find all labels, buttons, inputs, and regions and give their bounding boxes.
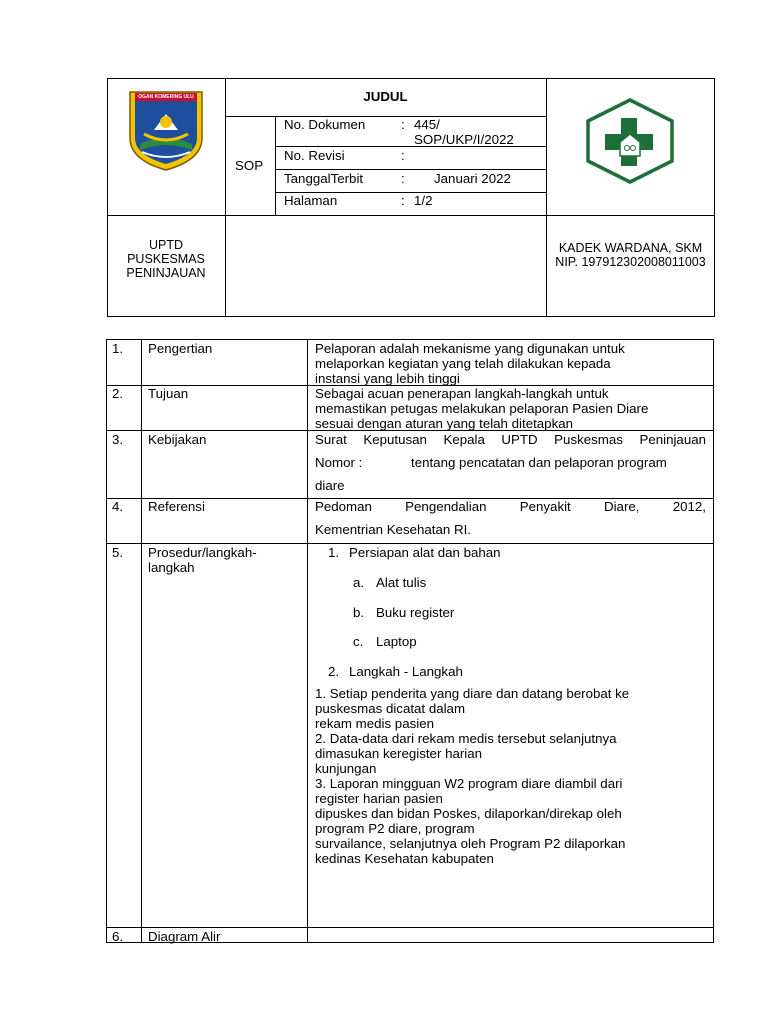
row-number: 5. [112, 545, 124, 560]
row-number: 6. [112, 929, 124, 944]
revision-label: No. Revisi [284, 148, 345, 163]
unit-name-line: PENINJAUAN [126, 266, 206, 280]
page-label: Halaman [284, 193, 338, 208]
row-label-prosedur: Prosedur/langkah- langkah [148, 545, 257, 575]
subitem-text: Alat tulis [376, 575, 427, 590]
signer-name: KADEK WARDANA, SKM [558, 241, 703, 255]
policy-nomor-text: tentang pencatatan dan pelaporan program [411, 455, 667, 470]
row-number: 2. [112, 386, 124, 401]
reference-line-2: Kementrian Kesehatan RI. [315, 522, 471, 537]
doc-number-sep: : [401, 117, 405, 132]
subitem-letter: c. [353, 634, 364, 649]
step-2-text: Langkah - Langkah [349, 664, 463, 679]
revision-sep: : [401, 148, 405, 163]
document-title: JUDUL [363, 89, 408, 104]
subitem-letter: b. [353, 605, 365, 620]
issue-date-sep: : [401, 171, 405, 186]
unit-name-line: UPTD [148, 238, 184, 252]
regional-logo-text: OGAN KOMERING ULU [138, 94, 194, 100]
step-1-number: 1. [328, 545, 340, 560]
policy-nomor-label: Nomor : [315, 455, 363, 470]
policy-line-3: diare [315, 478, 345, 493]
issue-date-value: Januari 2022 [434, 171, 511, 186]
signer-nip: NIP. 197912302008011003 [555, 255, 706, 269]
puskesmas-logo [584, 98, 676, 184]
reference-line-1: Pedoman Pengendalian Penyakit Diare, 2012, [315, 499, 706, 514]
procedure-steps: 1. Setiap penderita yang diare dan datang berobat ke puskesmas dicatat dalam rekam medis pasien 2. Data-data dari rekam medis tersebut selanjutnya dimasukan keregister harian kunjungan 3. Laporan mingguan W2 program diare diambil dari register harian pasien dipuskes dan bidan Poskes, dilaporkan/direkap oleh program P2 diare, program survailance, selanjutnya oleh Program P2 dilaporkan kedinas Kesehatan kabupaten [315, 686, 630, 866]
definition-text: Pelaporan adalah mekanisme yang digunakan untuk melaporkan kegiatan yang telah dilakukan kepada instansi yang lebih tinggi [315, 341, 625, 386]
page-value: 1/2 [414, 193, 433, 208]
doc-number-value: 445/ [414, 117, 440, 132]
subitem-text: Buku register [376, 605, 455, 620]
row-number: 4. [112, 499, 124, 514]
step-2-number: 2. [328, 664, 340, 679]
step-1-text: Persiapan alat dan bahan [349, 545, 501, 560]
policy-line-1: Surat Keputusan Kepala UPTD Puskesmas Peninjauan [315, 432, 706, 447]
row-number: 1. [112, 341, 124, 356]
row-label-kebijakan: Kebijakan [148, 432, 207, 447]
row-label-pengertian: Pengertian [148, 341, 213, 356]
doc-number-label: No. Dokumen [284, 117, 366, 132]
sop-label: SOP [235, 158, 264, 173]
subitem-text: Laptop [376, 634, 417, 649]
page-sep: : [401, 193, 405, 208]
row-label-tujuan: Tujuan [148, 386, 189, 401]
row-label-referensi: Referensi [148, 499, 205, 514]
row-number: 3. [112, 432, 124, 447]
issue-date-label: TanggalTerbit [284, 171, 364, 186]
doc-number-value-line2: SOP/UKP/I/2022 [414, 132, 514, 147]
subitem-letter: a. [353, 575, 365, 590]
regional-logo [126, 88, 206, 172]
unit-name-line: PUSKESMAS [127, 252, 205, 266]
signer-block [546, 241, 715, 269]
purpose-text: Sebagai acuan penerapan langkah-langkah untuk memastikan petugas melakukan pelaporan Pasien Diare sesuai dengan aturan yang telah ditetapkan [315, 386, 649, 431]
row-label-diagram-alir: Diagram Alir [148, 929, 221, 944]
unit-name [107, 238, 225, 280]
